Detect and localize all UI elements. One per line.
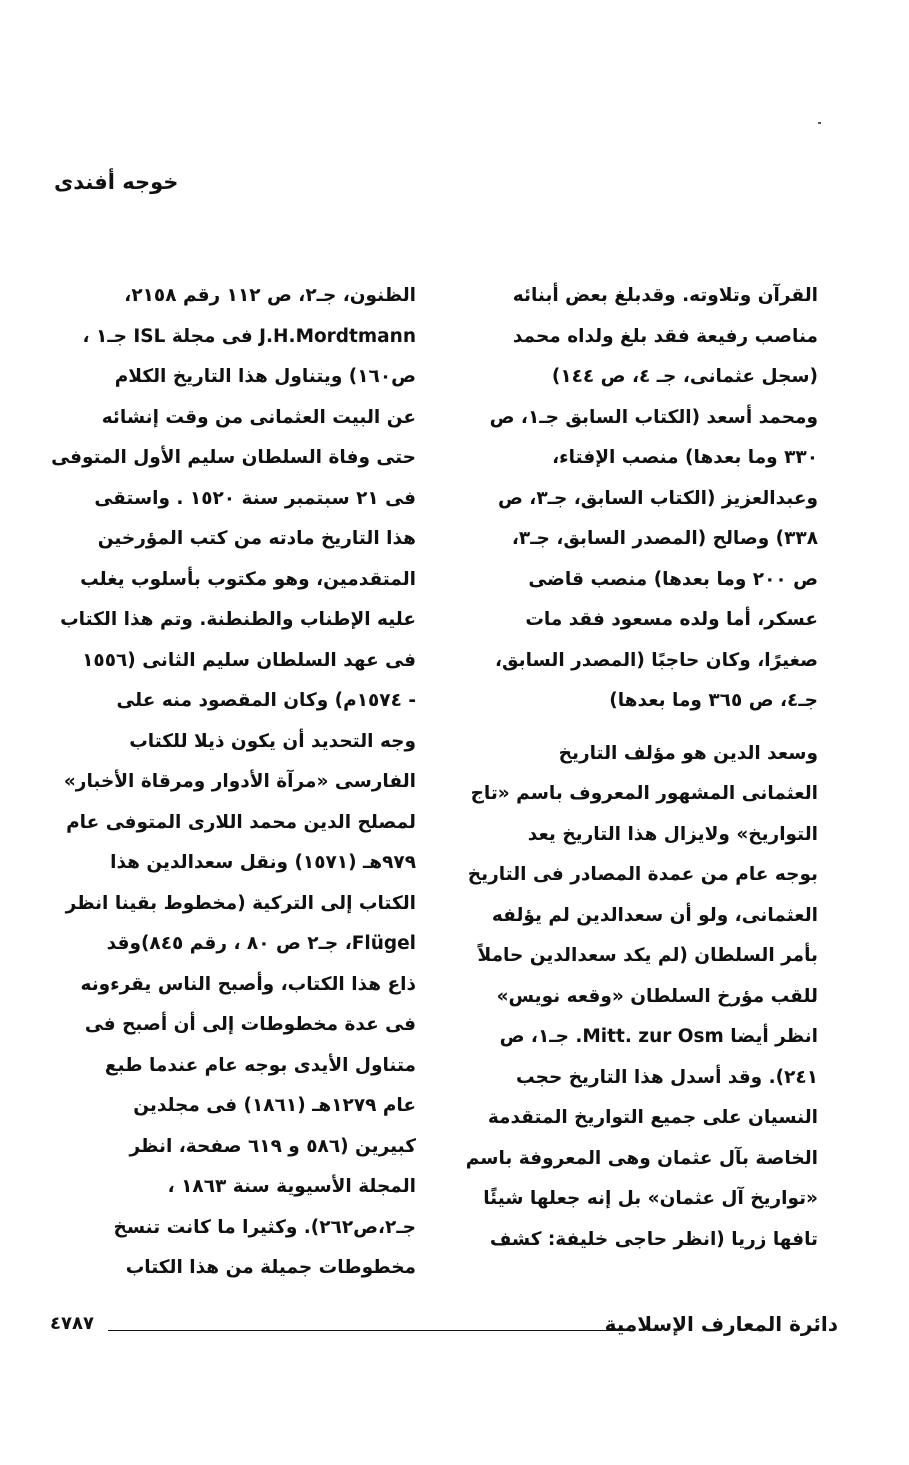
text-line: المجلة الأسيوية سنة ١٨٦٣ ، — [167, 1176, 416, 1197]
text-line: عن البيت العثمانى من وقت إنشائه — [101, 406, 416, 428]
text-line: وعبدالعزيز (الكتاب السابق، جـ٣، ص — [497, 487, 818, 509]
text-line: ص ٢٠٠ وما بعدها) منصب قاضى — [528, 568, 818, 590]
text-line: للقب مؤرخ السلطان «وقعه نويس» — [496, 985, 818, 1007]
text-line: J.H.Mordtmann فى مجلة ISL جـ١ ، — [82, 325, 416, 347]
text-line: (سجل عثمانى، جـ ٤، ص ١٤٤) — [551, 366, 818, 387]
text-line: جـ٤، ص ٣٦٥ وما بعدها) — [609, 690, 818, 711]
text-line: ومحمد أسعد (الكتاب السابق جـ١، ص — [489, 406, 818, 428]
text-line: الخاصة بآل عثمان وهى المعروفة باسم — [466, 1147, 818, 1169]
text-line: صغيرًا، وكان حاجبًا (المصدر السابق، — [494, 649, 818, 671]
text-line: وسعد الدين هو مؤلف التاريخ — [558, 742, 818, 764]
text-line: Flügel، جـ٢ ص ٨٠ ، رقم ٨٤٥)وقد — [106, 933, 416, 954]
text-line: ٣٣٠ وما بعدها) منصب الإفتاء، — [552, 447, 818, 468]
footer-rule — [108, 1330, 633, 1331]
text-line: الظنون، جـ٢، ص ١١٢ رقم ٢١٥٨، — [124, 285, 416, 306]
text-line: انظر أيضا Mitt. zur Osm. جـ١، ص — [499, 1026, 818, 1047]
page-title: خوجه أفندى — [54, 170, 179, 194]
paragraph — [466, 276, 818, 722]
text-line: ٩٧٩هـ (١٥٧١) ونقل سعدالدين هذا — [110, 852, 416, 873]
left-column — [48, 276, 416, 1289]
text-line: ص١٦٠) ويتناول هذا التاريخ الكلام — [114, 366, 416, 387]
text-line: ٣٣٨) وصالح (المصدر السابق، جـ٣، — [511, 528, 818, 549]
text-line: جـ٢،ص٢٦٢). وكثيرا ما كانت تنسخ — [113, 1216, 416, 1238]
text-line: حتى وفاة السلطان سليم الأول المتوفى — [51, 447, 416, 468]
text-line: وجه التحديد أن يكون ذيلا للكتاب — [129, 730, 416, 752]
text-line: الفارسى «مرآة الأدوار ومرقاة الأخبار» — [63, 771, 416, 792]
text-line: فى عدة مخطوطات إلى أن أصبح فى — [84, 1014, 416, 1035]
text-line: بأمر السلطان (لم يكد سعدالدين حاملاً — [477, 945, 818, 966]
text-line: العثمانى المشهور المعروف باسم «تاج — [470, 783, 818, 804]
text-line: عليه الإطناب والطنطنة. وتم هذا الكتاب — [60, 609, 416, 630]
text-line: العثمانى، ولو أن سعدالدين لم يؤلفه — [491, 904, 818, 926]
page-footer — [50, 1312, 838, 1342]
text-line: التواريخ» ولايزال هذا التاريخ يعد — [527, 823, 818, 845]
text-line: القرآن وتلاوته. وقدبلغ بعض أبنائه — [512, 285, 818, 306]
text-line: «تواريخ آل عثمان» بل إنه جعلها شيئًا — [483, 1188, 818, 1209]
text-line: مخطوطات جميلة من هذا الكتاب — [125, 1257, 416, 1278]
text-line: تافها زريا (انظر حاجى خليفة: كشف — [489, 1228, 818, 1250]
right-column — [466, 276, 818, 1260]
text-line: المتقدمين، وهو مكتوب بأسلوب يغلب — [80, 568, 416, 590]
text-line: عسكر، أما ولده مسعود فقد مات — [525, 609, 818, 630]
scan-speck — [818, 122, 821, 124]
text-line: ذاع هذا الكتاب، وأصبح الناس يقرءونه — [80, 973, 416, 995]
paragraph-gap — [466, 722, 818, 734]
text-line: النسيان على جميع التواريخ المتقدمة — [487, 1107, 818, 1128]
text-line: بوجه عام من عمدة المصادر فى التاريخ — [467, 864, 818, 885]
text-line: عام ١٢٧٩هـ (١٨٦١) فى مجلدين — [133, 1095, 416, 1116]
text-line: فى ٢١ سبتمبر سنة ١٥٢٠ . واستقى — [94, 487, 416, 509]
paragraph — [466, 734, 818, 1261]
text-line: كبيرين (٥٨٦ و ٦١٩ صفحة، انظر — [129, 1135, 416, 1157]
text-line: فى عهد السلطان سليم الثانى (١٥٥٦ — [82, 649, 416, 671]
text-line: هذا التاريخ مادته من كتب المؤرخين — [97, 528, 416, 549]
text-line: الكتاب إلى التركية (مخطوط بقينا انظر — [65, 892, 416, 914]
footer-title: دائرة المعارف الإسلامية — [604, 1312, 838, 1336]
text-line: مناصب رفيعة فقد بلغ ولداه محمد — [512, 325, 818, 347]
text-line: - ١٥٧٤م) وكان المقصود منه على — [116, 690, 416, 711]
text-line: ٢٤١). وقد أسدل هذا التاريخ حجب — [516, 1066, 818, 1088]
text-line: متناول الأيدى بوجه عام عندما طبع — [104, 1054, 416, 1076]
text-line: لمصلح الدين محمد اللارى المتوفى عام — [66, 811, 416, 833]
page-number: ٤٧٨٧ — [50, 1313, 94, 1334]
